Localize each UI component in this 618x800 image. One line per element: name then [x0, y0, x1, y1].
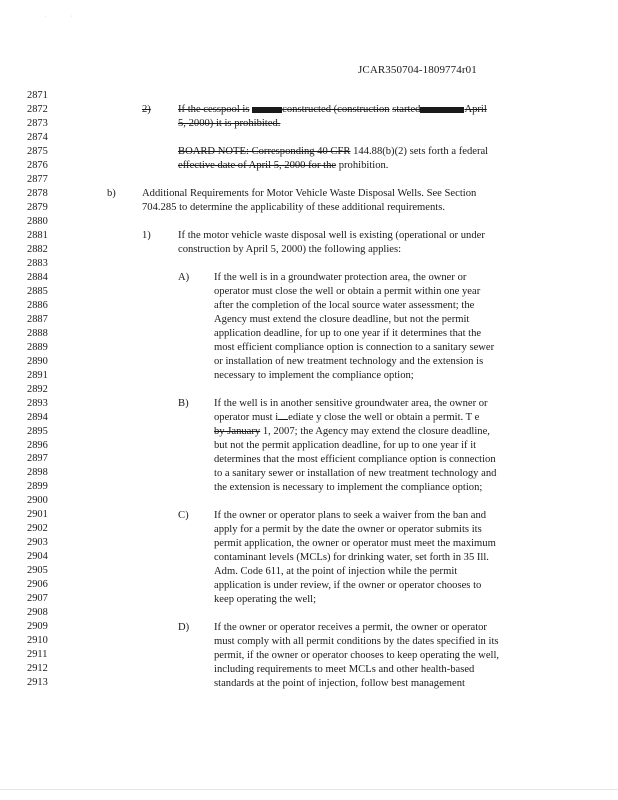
section-b-line-2: 704.285 to determine the applicability of these additional requirements.: [142, 202, 446, 213]
para-d-line: If the owner or operator receives a permit, the owner or operator: [214, 622, 487, 633]
item-1-line-1: If the motor vehicle waste disposal well is existing (operational or under: [178, 230, 485, 241]
line-number: 2881: [27, 229, 48, 241]
redaction-mark: [420, 107, 464, 113]
para-c-line: keep operating the well;: [214, 593, 317, 605]
line-number: 2878: [27, 187, 48, 199]
para-d-line: standards at the point of injection, follow best management: [214, 677, 465, 689]
para-b-line-2: operator must i ediate y close the well or obtain a permit. T e: [214, 412, 480, 423]
line-number: 2876: [27, 159, 48, 171]
page-bottom-edge: [0, 789, 618, 790]
line-number: 2913: [27, 677, 48, 689]
item-2-label: 2): [142, 104, 151, 115]
line-number: 2898: [27, 467, 48, 479]
para-a-line: necessary to implement the compliance option;: [214, 369, 414, 381]
scan-mark: ˙: [44, 14, 47, 23]
para-a-label: A): [178, 272, 190, 283]
line-number: 2872: [27, 103, 48, 115]
para-c-line: contaminant levels (MCLs) for drinking water, set forth in 35 Ill.: [214, 551, 489, 563]
para-c-line: application is under review, if the owner or operator chooses to: [214, 579, 482, 591]
line-number: 2902: [27, 523, 48, 535]
line-number: 2886: [27, 299, 48, 311]
para-c-line: If the owner or operator plans to seek a waiver from the ban and: [214, 510, 487, 521]
line-number: 2882: [27, 243, 48, 255]
line-number: 2912: [27, 663, 48, 675]
para-a-line: operator must close the well or obtain a permit within one year: [214, 285, 481, 297]
item-1-line-2: construction by April 5, 2000) the following applies:: [178, 244, 402, 255]
para-b-line: the extension is necessary to implement the compliance option;: [214, 481, 483, 493]
line-number: 2901: [27, 509, 48, 521]
para-b-line-3: by January 1, 2007; the Agency may extend the closure deadline,: [214, 426, 490, 437]
line-number: 2893: [27, 397, 48, 409]
item-1-label: 1): [142, 230, 151, 241]
line-number: 2887: [27, 313, 48, 325]
para-a-line: or installation of new treatment technology and the extension is: [214, 355, 484, 367]
line-number: 2903: [27, 537, 48, 549]
line-number: 2909: [27, 621, 48, 633]
board-note-line-2: effective date of April 5, 2000 for the prohibition.: [178, 160, 389, 171]
section-b-line-1: Additional Requirements for Motor Vehicle Waste Disposal Wells. See Section: [142, 188, 477, 199]
para-b-line-1: If the well is in another sensitive groundwater area, the owner or: [214, 398, 488, 409]
line-number: 2889: [27, 341, 48, 353]
line-number: 2905: [27, 565, 48, 577]
line-number: 2890: [27, 355, 48, 367]
line-number: 2910: [27, 635, 48, 647]
para-b-label: B): [178, 398, 189, 409]
item-2-line-1: If the cesspool is constructed (construction started April: [178, 104, 487, 115]
para-a-line: after the completion of the local source water assessment; the: [214, 299, 475, 311]
para-a-line: most efficient compliance option is connection to a sanitary sewer: [214, 341, 495, 353]
line-number: 2906: [27, 579, 48, 591]
para-d-label: D): [178, 622, 190, 633]
para-c-line: apply for a permit by the date the owner or operator submits its: [214, 523, 482, 535]
para-d-line: including requirements to meet MCLs and other health-based: [214, 663, 475, 675]
line-number: 2894: [27, 411, 48, 423]
para-c-label: C): [178, 510, 189, 521]
line-number: 2879: [27, 201, 48, 213]
line-number: 2885: [27, 285, 48, 297]
line-number: 2873: [27, 117, 48, 129]
line-number: 2892: [27, 383, 48, 395]
line-number: 2874: [27, 131, 48, 143]
line-number: 2877: [27, 173, 48, 185]
para-d-line: must comply with all permit conditions by the dates specified in its: [214, 635, 499, 647]
para-b-line: determines that the most efficient compliance option is connection: [214, 453, 496, 465]
para-b-line: but not the permit application deadline, for up to one year if it: [214, 440, 477, 451]
para-a-line: If the well is in a groundwater protection area, the owner or: [214, 272, 467, 283]
para-c-line: Adm. Code 611, at the point of injection while the permit: [214, 565, 458, 577]
line-number: 2904: [27, 551, 48, 563]
para-c-line: permit application, the owner or operator must meet the maximum: [214, 537, 496, 549]
line-number: 2900: [27, 495, 48, 507]
line-number: 2888: [27, 327, 48, 339]
line-number: 2880: [27, 215, 48, 227]
document-id-header: JCAR350704-1809774r01: [358, 64, 477, 76]
para-a-line: Agency must extend the closure deadline, but not the permit: [214, 313, 470, 325]
item-2-line-2: 5, 2000) it is prohibited.: [178, 118, 281, 129]
line-number: 2911: [27, 649, 48, 661]
line-number: 2884: [27, 271, 48, 283]
line-number: 2896: [27, 439, 48, 451]
scan-mark: ˙: [70, 14, 73, 23]
line-number: 2875: [27, 145, 48, 157]
board-note-line-1: BOARD NOTE: Corresponding 40 CFR 144.88(b)(2) sets forth a federal: [178, 146, 489, 157]
section-b-label: b): [107, 188, 116, 199]
line-number: 2883: [27, 257, 48, 269]
line-number: 2895: [27, 425, 48, 437]
para-b-line: to a sanitary sewer or installation of new treatment technology and: [214, 467, 497, 479]
line-number: 2908: [27, 607, 48, 619]
line-number: 2897: [27, 453, 48, 465]
line-number: 2871: [27, 90, 48, 101]
line-number: 2891: [27, 369, 48, 381]
redaction-mark: [252, 107, 282, 113]
line-number: 2907: [27, 593, 48, 605]
para-a-line: application deadline, for up to one year if it determines that the: [214, 327, 482, 339]
line-number: 2899: [27, 481, 48, 493]
para-d-line: permit, if the owner or operator chooses to keep operating the well,: [214, 649, 500, 661]
